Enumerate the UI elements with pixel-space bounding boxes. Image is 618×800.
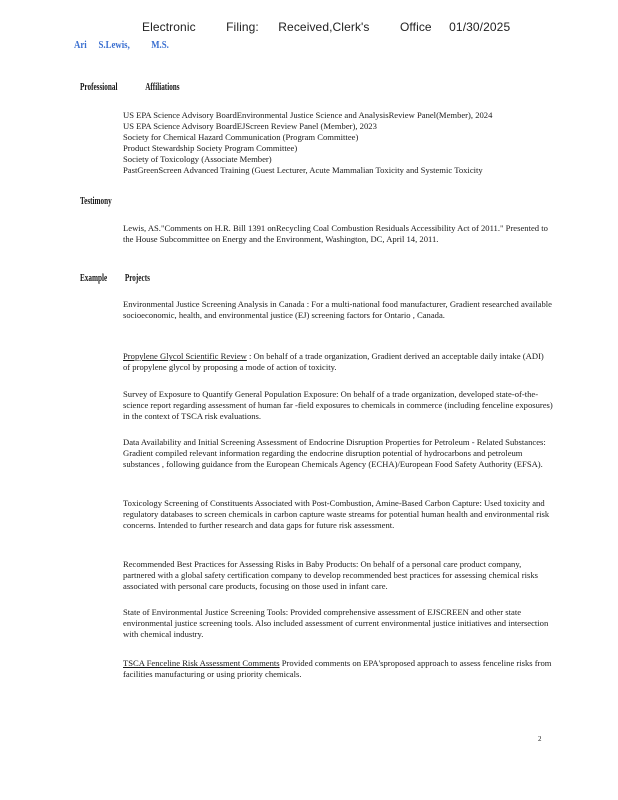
testimony-text: Lewis, AS."Comments on H.R. Bill 1391 onRecycling Coal Combustion Residuals Accessibility Act of 2011." Presented to the House Subcommittee on Energy and the Environment, Washington, DC, April 14, 2011. (123, 223, 548, 244)
project-title: Propylene Glycol Scientific Review (123, 351, 247, 361)
project-item (123, 658, 553, 680)
project-title: TSCA Fenceline Risk Assessment Comments (123, 658, 280, 668)
page-number: 2 (538, 735, 542, 743)
project-text: Data Availability and Initial Screening Assessment of Endocrine Disruption Properties for Petroleum - Related Substances: Gradient compiled relevant information regarding the endocrine disruption potential of hydrocarbons and petroleum substances , following guidance from the European Chemicals Agency (ECHA)/European Food Safety Authority (EFSA). (123, 437, 546, 469)
project-text: Survey of Exposure to Quantify General Population Exposure: On behalf of a trade organization, developed state-of-the-science report regarding assessment of human far -field exposures to chemicals in commerce (including fenceline exposures) in the context of TSCA risk evaluations. (123, 389, 553, 421)
filing-word-3: Received,Clerk's (278, 20, 370, 34)
project-text: Recommended Best Practices for Assessing Risks in Baby Products: On behalf of a personal care product company, partnered with a global safety certification company to develop recommended best practices for assessing chemical risks associated with personal care products, focusing on those used in infant care. (123, 559, 538, 591)
heading-word: Testimony (80, 196, 112, 207)
author-first: Ari (74, 39, 87, 51)
heading-word: Professional (80, 82, 118, 93)
list-item: US EPA Science Advisory BoardEnvironmental Justice Science and AnalysisReview Panel(Member), 2024 (123, 110, 493, 120)
list-item: Society of Toxicology (Associate Member) (123, 154, 272, 164)
project-text: Toxicology Screening of Constituents Associated with Post-Combustion, Amine-Based Carbon Capture: Used toxicity and regulatory databases to screen chemicals in carbon capture waste streams for potential human health and environmental risk concerns. Intended to further research and data gaps for future risk assessment. (123, 498, 550, 530)
list-item: Product Stewardship Society Program Committee) (123, 143, 298, 153)
author-name (74, 39, 169, 51)
project-text: Environmental Justice Screening Analysis in Canada : For a multi-national food manufacturer, Gradient researched available socioeconomic, health, and environmental justice (EJ) screening factors for Ontario , Canada. (123, 299, 552, 320)
section-heading-affiliations (80, 82, 180, 93)
heading-word: Projects (124, 273, 150, 284)
project-text: State of Environmental Justice Screening Tools: Provided comprehensive assessment of EJSCREEN and other state environmental justice screening tools. Also included assessment of current environmental justice initiatives and intersection with chemical industry. (123, 607, 549, 639)
project-item (123, 351, 553, 373)
list-item: US EPA Science Advisory BoardEJScreen Review Panel (Member), 2023 (123, 121, 377, 131)
project-item (123, 607, 553, 640)
list-item: Society for Chemical Hazard Communication (Program Committee) (123, 132, 359, 142)
project-item (123, 437, 553, 470)
filing-word-1: Electronic (142, 20, 196, 34)
project-item (123, 559, 553, 592)
project-item (123, 389, 553, 422)
project-item (123, 299, 553, 321)
project-text: Provided comments on EPA'sproposed approach to assess fenceline risks from facilities manufacturing or using priority chemicals. (123, 658, 552, 679)
affiliations-list (123, 110, 553, 176)
heading-word: Example (80, 273, 108, 284)
filing-date: 01/30/2025 (449, 20, 511, 34)
section-heading-projects (80, 273, 150, 284)
list-item: PastGreenScreen Advanced Training (Guest Lecturer, Acute Mammalian Toxicity and Systemic Toxicity (123, 165, 483, 175)
author-degree: M.S. (151, 39, 169, 51)
project-item (123, 498, 553, 531)
author-last: S.Lewis, (98, 39, 130, 51)
filing-stamp (142, 20, 510, 34)
section-heading-testimony (80, 196, 112, 207)
filing-word-2: Filing: (226, 20, 259, 34)
project-text: : On behalf of a trade organization, Gradient derived an acceptable daily intake (ADI) of propylene glycol by proposing a mode of action of toxicity. (123, 351, 544, 372)
heading-word: Affiliations (145, 82, 180, 93)
filing-word-4: Office (399, 20, 432, 34)
